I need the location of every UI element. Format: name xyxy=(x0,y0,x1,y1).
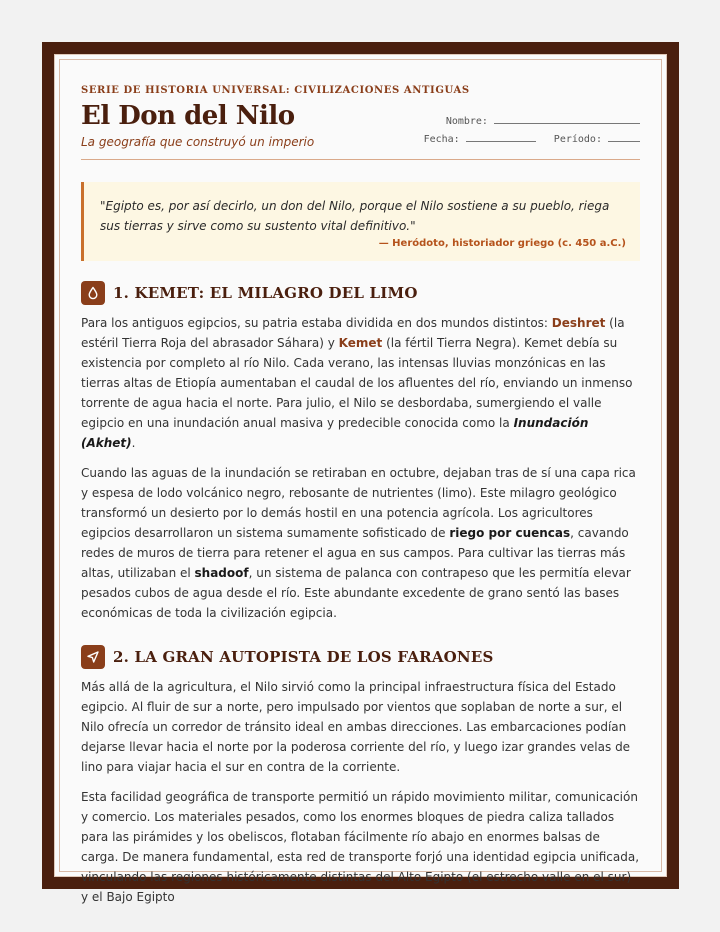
period-blank[interactable] xyxy=(608,132,640,142)
term-kemet: Kemet xyxy=(338,336,383,350)
quote-citation: — Heródoto, historiador griego (c. 450 a.C.) xyxy=(378,238,626,249)
worksheet xyxy=(54,54,667,904)
date-blank[interactable] xyxy=(466,132,536,142)
title-block xyxy=(81,100,314,149)
date-period-fields xyxy=(424,131,640,149)
section-2-title: 2. LA GRAN AUTOPISTA DE LOS FARAONES xyxy=(113,648,494,666)
section-1-title: 1. KEMET: EL MILAGRO DEL LIMO xyxy=(113,284,418,302)
term-riego: riego por cuencas xyxy=(449,526,571,540)
section-2-heading xyxy=(81,645,640,669)
series-label: SERIE DE HISTORIA UNIVERSAL: CIVILIZACIONES ANTIGUAS xyxy=(81,85,470,96)
section-1-heading xyxy=(81,281,640,305)
quote-box xyxy=(81,182,640,261)
water-drop-icon xyxy=(81,281,105,305)
header xyxy=(81,100,640,149)
section-2-paragraph-2: Esta facilidad geográfica de transporte permitió un rápido movimiento militar, comunicación y comercio. Los materiales pesados, como los enormes bloques de piedra caliza tallados para las pirámides y los obeliscos, flotaban fácilmente río abajo en enormes balsas de carga. De manera fundamental, esta red de transporte forjó una identidad egipcia unificada, vinculando las regiones históricamente distintas del Alto Egipto (el estrecho valle en el sur) y el Bajo Egipto xyxy=(81,790,640,904)
name-blank[interactable] xyxy=(494,114,640,124)
name-field[interactable] xyxy=(424,113,640,131)
navigation-arrow-icon xyxy=(81,645,105,669)
page-frame xyxy=(42,42,679,904)
section-1-paragraph-2: Cuando las aguas de la inundación se retiraban en octubre, dejaban tras de sí una capa rica y espesa de lodo volcánico negro, rebosante de nutrientes (limo). Este milagro geológico transformó un desierto por lo demás hostil en una potencia agrícola. Los agricultores egipcios desarrollaron un sistema sumamente sofisticado de riego por cuencas, cavando redes de muros de tierra para retener el agua en sus campos. Para cultivar las tierras más altas, utilizaban el shadoof, un sistema de palanca con contrapeso que les permitía elevar pesados cubos de agua desde el río. Este abundante excedente de grano sentó las bases económicas de toda la civilización egipcia. xyxy=(81,466,636,620)
quote-text: "Egipto es, por así decirlo, un don del Nilo, porque el Nilo sostiene a su pueblo, riega sus tierras y sirve como su sustento vital definitivo." xyxy=(100,199,610,233)
page-subtitle: La geografía que construyó un imperio xyxy=(81,135,315,149)
section-2-paragraph-1: Más allá de la agricultura, el Nilo sirvió como la principal infraestructura física del Estado egipcio. Al fluir de sur a norte, pero impulsado por vientos que soplaban de norte a sur, el Nilo ofrecía un corredor de tránsito ideal en ambas direcciones. Las embarcaciones podían dejarse llevar hacia el norte por la poderosa corriente del río, y luego izar grandes velas de lino para viajar hacia el sur en contra de la corriente. xyxy=(81,680,631,774)
student-fields xyxy=(424,113,640,149)
date-label: Fecha: xyxy=(423,134,460,145)
term-deshret: Deshret xyxy=(551,316,606,330)
worksheet-content xyxy=(81,85,640,907)
name-label: Nombre: xyxy=(445,116,488,127)
term-akhet: Inundación (Akhet) xyxy=(81,416,589,450)
period-label: Período: xyxy=(553,134,602,145)
term-shadoof: shadoof xyxy=(194,566,249,580)
section-1-paragraph-1: Para los antiguos egipcios, su patria estaba dividida en dos mundos distintos: Deshret (la estéril Tierra Roja del abrasador Sáhara) y Kemet (la fértil Tierra Negra). Kemet debía su existencia por completo al río Nilo. Cada verano, las intensas lluvias monzónicas en las tierras altas de Etiopía aumentaban el caudal de los afluentes del río, enviando un inmenso torrente de agua hacia el norte. Para julio, el Nilo se desbordaba, sumergiendo el valle egipcio en una inundación anual masiva y predecible conocida como la Inundación (Akhet). xyxy=(81,316,633,450)
page-title: El Don del Nilo xyxy=(81,101,295,131)
header-divider xyxy=(81,159,640,160)
